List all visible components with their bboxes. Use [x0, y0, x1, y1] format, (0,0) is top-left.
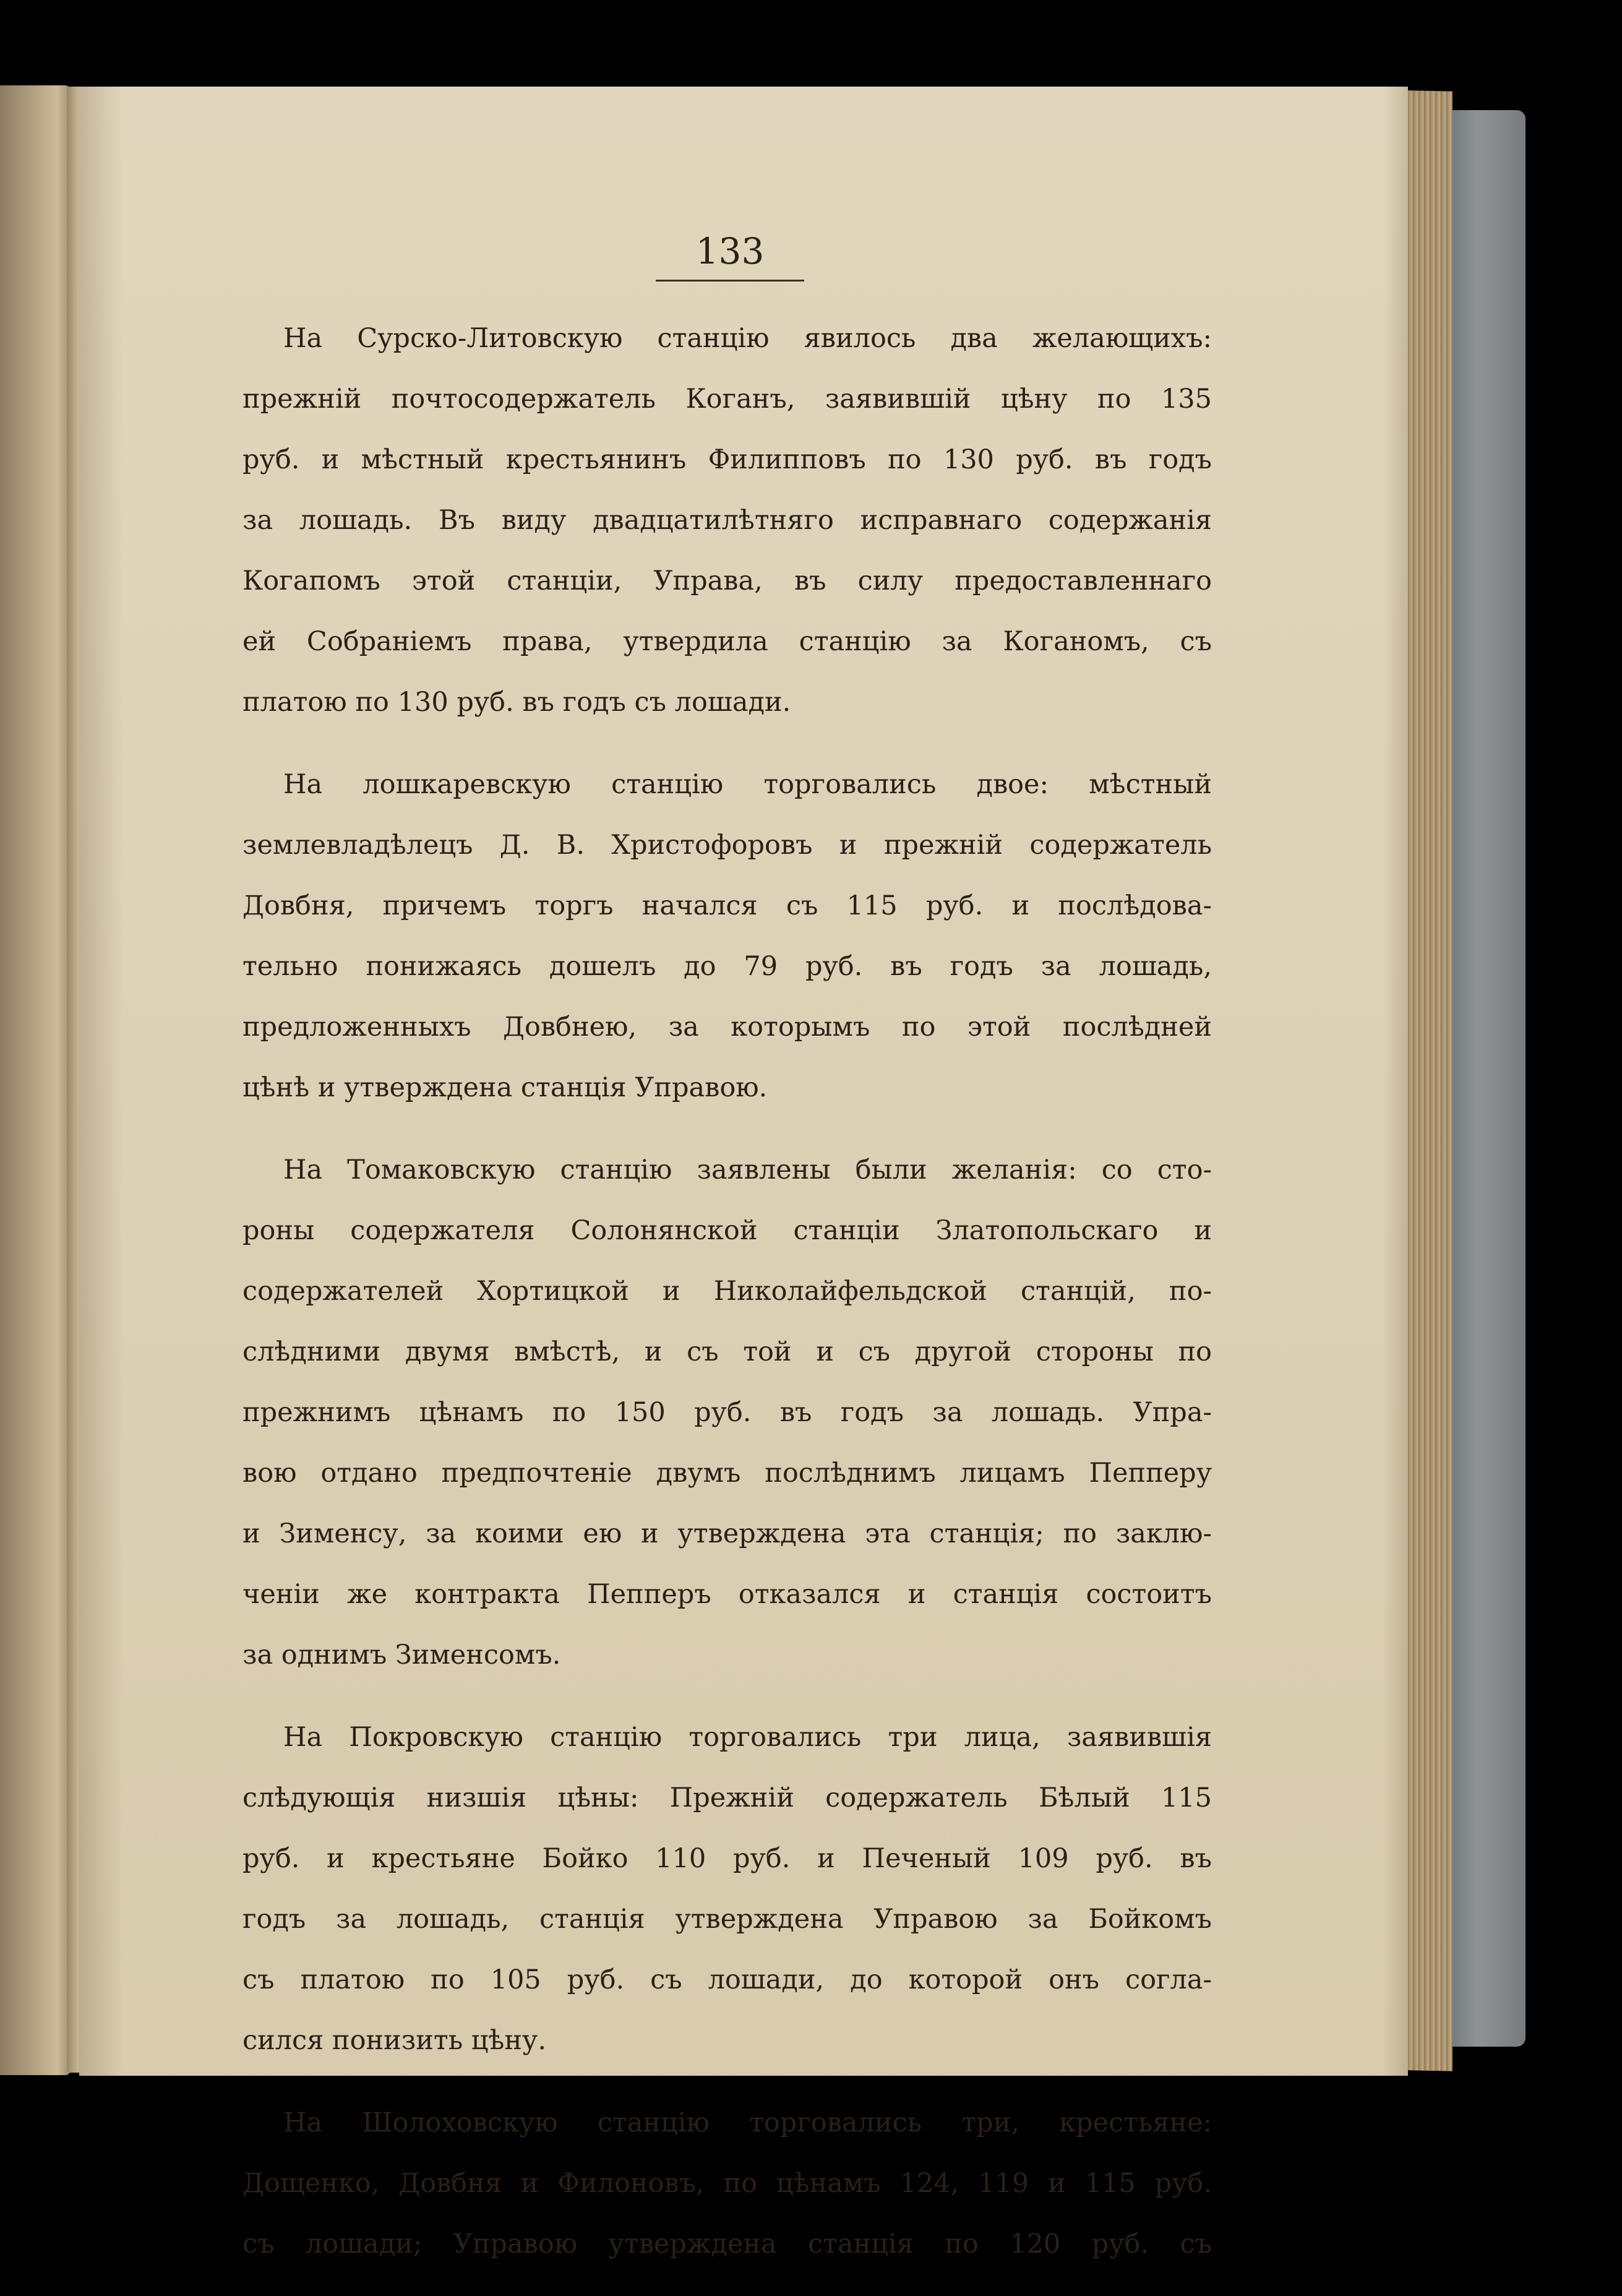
text-line: слѣдними двумя вмѣстѣ, и съ той и съ другой стороны по — [242, 1336, 1212, 1367]
text-line: слѣдующія низшія цѣны: Прежній содержатель Бѣлый 115 — [242, 1782, 1212, 1813]
text-line: На Томаковскую станцію заявлены были желанія: со сто- — [283, 1154, 1212, 1185]
text-line: прежнимъ цѣнамъ по 150 руб. въ годъ за лошадь. Упра- — [242, 1397, 1212, 1428]
text-line: ченіи же контракта Пепперъ отказался и станція состоитъ — [242, 1579, 1212, 1610]
text-line: предложенныхъ Довбнею, за которымъ по этой послѣдней — [242, 1012, 1212, 1043]
text-line: Довбня, причемъ торгъ начался съ 115 руб. и послѣдова- — [242, 890, 1212, 921]
paragraph — [242, 308, 1212, 733]
paragraph — [242, 754, 1212, 1118]
page-fore-edge — [1404, 90, 1453, 2071]
left-page-edge — [0, 85, 71, 2075]
text-line: землевладѣлецъ Д. В. Христофоровъ и прежній содержатель — [242, 830, 1212, 861]
text-line: прежній почтосодержатель Коганъ, заявившій цѣну по 135 — [242, 384, 1212, 415]
text-line: цѣнѣ и утверждена станція Управою. — [242, 1072, 768, 1103]
header-rule — [656, 280, 804, 282]
text-line: Когапомъ этой станціи, Управа, въ силу предоставленнаго — [242, 565, 1212, 596]
text-line: вою отдано предпочтеніе двумъ послѣднимъ лицамъ Пепперу — [242, 1458, 1212, 1489]
text-line: сился понизить цѣну. — [242, 2025, 546, 2056]
text-line: руб. и крестьяне Бойко 110 руб. и Печеный 109 руб. въ — [242, 1843, 1212, 1874]
text-line: На Покровскую станцію торговались три лица, заявившія — [283, 1722, 1212, 1753]
paragraph — [242, 2092, 1212, 2274]
text-line: платою по 130 руб. въ годъ съ лошади. — [242, 687, 791, 718]
paragraph — [242, 1707, 1212, 2071]
paragraph — [242, 1140, 1212, 1685]
book-cover-edge — [1445, 110, 1525, 2047]
page-header — [656, 228, 804, 282]
text-line: за однимъ Зименсомъ. — [242, 1640, 561, 1670]
text-line: Дощенко, Довбня и Филоновъ, по цѣнамъ 124, 119 и 115 руб. — [242, 2168, 1212, 2199]
text-line: съ лошади; Управою утверждена станція по 120 руб. съ — [242, 2229, 1212, 2259]
text-line: ей Собраніемъ права, утвердила станцію за Коганомъ, съ — [242, 626, 1212, 657]
text-line: съ платою по 105 руб. съ лошади, до которой онъ согла- — [242, 1964, 1212, 1995]
text-line: руб. и мѣстный крестьянинъ Филипповъ по 130 руб. въ годъ — [242, 444, 1212, 475]
text-line: На лошкаревскую станцію торговались двое: мѣстный — [283, 769, 1212, 800]
text-line: годъ за лошадь, станція утверждена Управою за Бойкомъ — [242, 1904, 1212, 1935]
text-line: за лошадь. Въ виду двадцатилѣтняго исправнаго содержанія — [242, 505, 1212, 536]
text-line: и Зименсу, за коими ею и утверждена эта станція; по заклю- — [242, 1518, 1212, 1549]
text-line: На Сурско-Литовскую станцію явилось два желающихъ: — [283, 323, 1212, 354]
page-number: 133 — [695, 230, 765, 272]
text-line: содержателей Хортицкой и Николайфельдской станцій, по- — [242, 1276, 1212, 1307]
text-line: роны содержателя Солонянской станціи Златопольскаго и — [242, 1215, 1212, 1246]
text-line: На Шолоховскую станцію торговались три, крестьяне: — [283, 2107, 1212, 2138]
text-line: тельно понижаясь дошелъ до 79 руб. въ годъ за лошадь, — [242, 951, 1212, 982]
page-text — [242, 308, 1212, 2296]
